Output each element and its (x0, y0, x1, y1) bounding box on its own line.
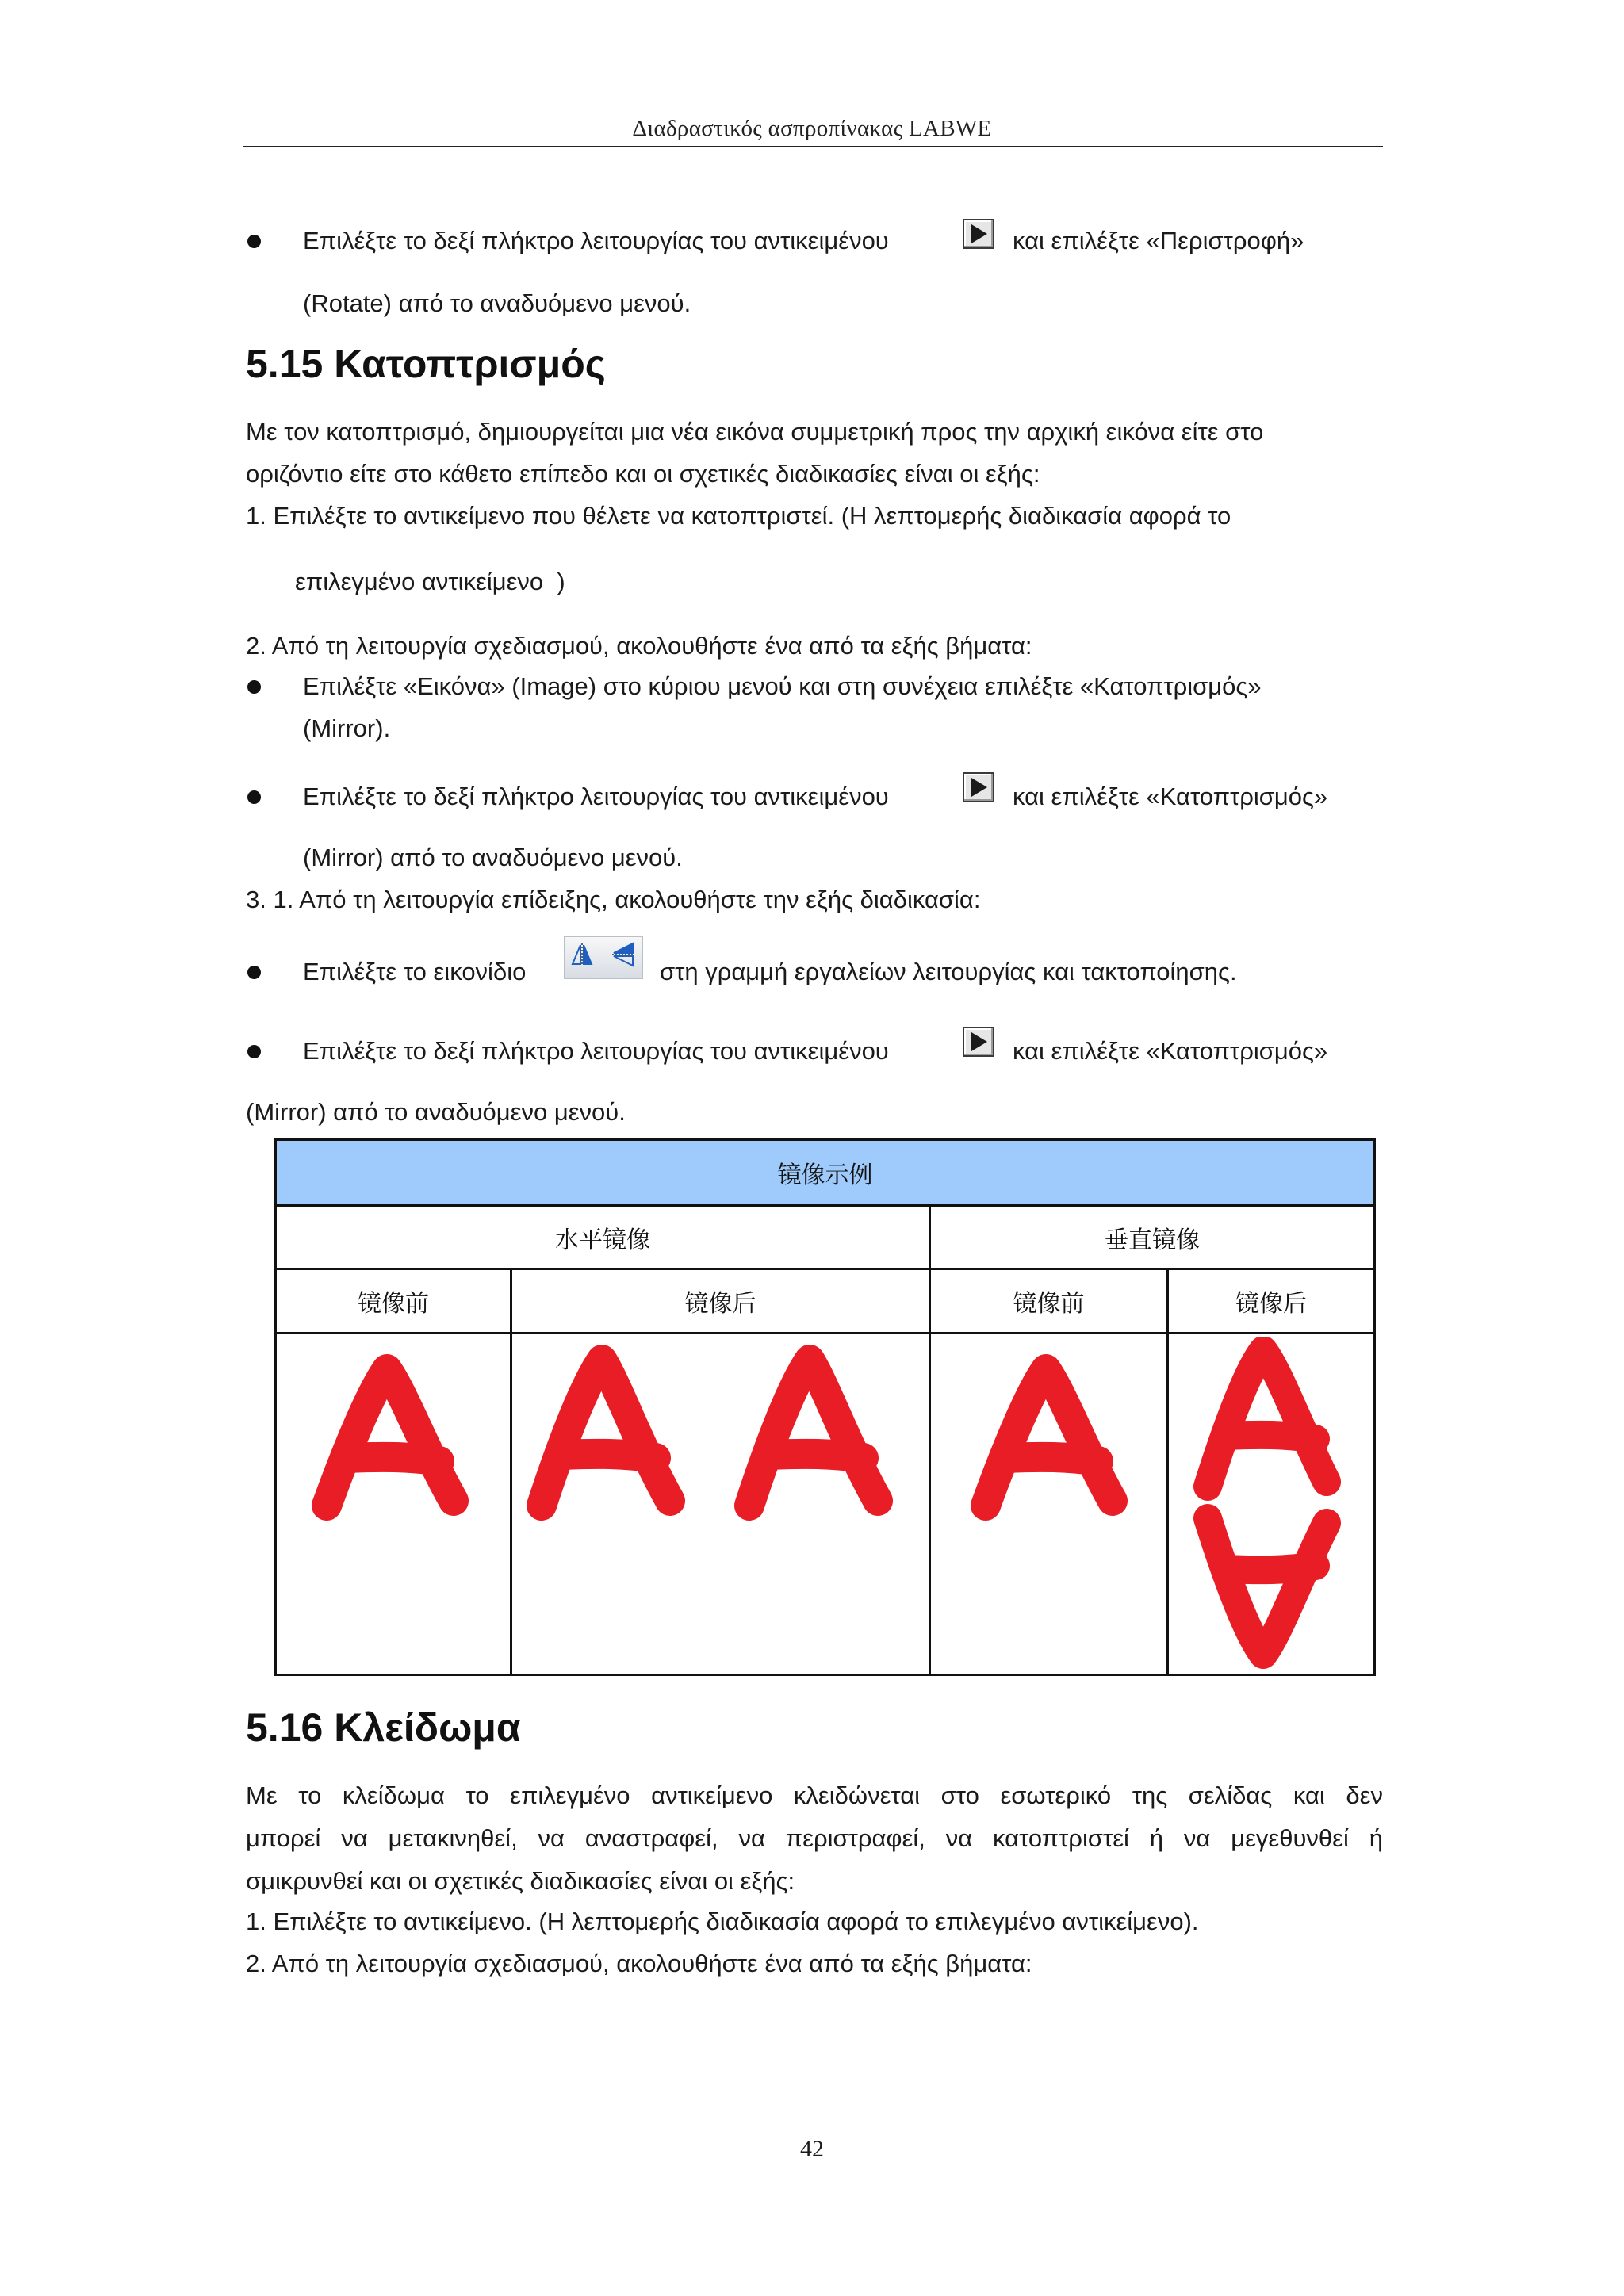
paragraph-line: Με το κλείδωμα το επιλεγμένο αντικείμενο κλειδώνεται στο εσωτερικό της σελίδας και δεν (246, 1781, 1383, 1809)
context-menu-button-icon (963, 1027, 994, 1057)
letter-a-pair (515, 1337, 927, 1670)
header-before: 镜像前 (276, 1269, 511, 1334)
mirror-example-table (274, 1138, 1376, 1676)
intro-bullet-text-end: και επιλέξτε «Περιστροφή» (1013, 227, 1304, 254)
bullet-right-click-cont: (Mirror) από το αναδυόμενο μενού. (246, 1098, 626, 1126)
header-after: 镜像后 (1168, 1269, 1375, 1334)
table-caption: 镜像示例 (276, 1140, 1375, 1206)
bullet-image-menu: Επιλέξτε «Εικόνα» (Image) στο κύριου μενού και στη συνέχεια επιλέξτε «Κατοπτρισμός» (303, 672, 1262, 700)
section-title-mirroring: 5.15 Κατοπτρισμός (246, 342, 606, 386)
bullet-right-click: Επιλέξτε το δεξί πλήκτρο λειτουργίας του αντικειμένου (303, 783, 889, 810)
section-title-locking: 5.16 Κλείδωμα (246, 1705, 521, 1750)
context-menu-button-icon (963, 219, 994, 249)
letter-a-vertical-mirror (1176, 1337, 1366, 1670)
bullet-toolbar-icon-end: στη γραμμή εργαλείων λειτουργίας και τακτοποίησης. (660, 958, 1237, 985)
letter-a-original (298, 1337, 488, 1670)
bullet-dot (247, 1045, 261, 1058)
paragraph-line: οριζόντιο είτε στο κάθετο επίπεδο και οι σχετικές διαδικασίες είναι οι εξής: (246, 460, 1040, 488)
cell-vertical-before (930, 1334, 1168, 1675)
step-1: 1. Επιλέξτε το αντικείμενο. (Η λεπτομερής διαδικασία αφορά το επιλεγμένο αντικείμενο). (246, 1908, 1199, 1935)
bullet-toolbar-icon: Επιλέξτε το εικονίδιο (303, 958, 527, 985)
mirror-toolbar-icon (564, 936, 643, 979)
bullet-dot (247, 680, 261, 694)
step-3: 3. 1. Από τη λειτουργία επίδειξης, ακολουθήστε την εξής διαδικασία: (246, 886, 981, 913)
bullet-dot (247, 790, 261, 804)
bullet-right-click-end: και επιλέξτε «Κατοπτρισμός» (1013, 783, 1328, 810)
step-2: 2. Από τη λειτουργία σχεδιασμού, ακολουθήστε ένα από τα εξής βήματα: (246, 1950, 1032, 1977)
bullet-dot (247, 235, 261, 248)
step-1: 1. Επιλέξτε το αντικείμενο που θέλετε να κατοπτριστεί. (Η λεπτομερής διαδικασία αφορά το (246, 502, 1231, 530)
page-number: 42 (800, 2136, 824, 2162)
bullet-right-click-end: και επιλέξτε «Κατοπτρισμός» (1013, 1037, 1328, 1065)
cell-vertical-after (1168, 1334, 1375, 1675)
header-rule (243, 146, 1383, 147)
header-before: 镜像前 (930, 1269, 1168, 1334)
paragraph-line: Με τον κατοπτρισμό, δημιουργείται μια νέα εικόνα συμμετρική προς την αρχική εικόνα είτε στο (246, 418, 1264, 446)
header-vertical-mirror: 垂直镜像 (930, 1206, 1375, 1269)
step-1-continuation: επιλεγμένο αντικείμενο ) (295, 568, 565, 595)
intro-bullet-continuation: (Rotate) από το αναδυόμενο μενού. (303, 289, 691, 317)
header-after: 镜像后 (511, 1269, 930, 1334)
cell-horizontal-after (511, 1334, 930, 1675)
running-header: Διαδραστικός ασπροπίνακας LABWE (632, 116, 992, 141)
cell-horizontal-before (276, 1334, 511, 1675)
bullet-right-click: Επιλέξτε το δεξί πλήκτρο λειτουργίας του αντικειμένου (303, 1037, 889, 1065)
letter-a-original (954, 1337, 1144, 1670)
bullet-image-menu-cont: (Mirror). (303, 714, 391, 742)
locking-paragraph (246, 1774, 1383, 1903)
intro-bullet-text: Επιλέξτε το δεξί πλήκτρο λειτουργίας του αντικειμένου (303, 227, 889, 254)
paragraph-line: μπορεί να μετακινηθεί, να αναστραφεί, να περιστραφεί, να κατοπτριστεί ή να μεγεθυνθεί ή (246, 1824, 1383, 1852)
paragraph-line: σμικρυνθεί και οι σχετικές διαδικασίες είναι οι εξής: (246, 1867, 795, 1895)
context-menu-button-icon (963, 772, 994, 802)
header-horizontal-mirror: 水平镜像 (276, 1206, 930, 1269)
bullet-right-click-cont: (Mirror) από το αναδυόμενο μενού. (303, 844, 683, 871)
step-2: 2. Από τη λειτουργία σχεδιασμού, ακολουθήστε ένα από τα εξής βήματα: (246, 632, 1032, 660)
bullet-dot (247, 966, 261, 979)
